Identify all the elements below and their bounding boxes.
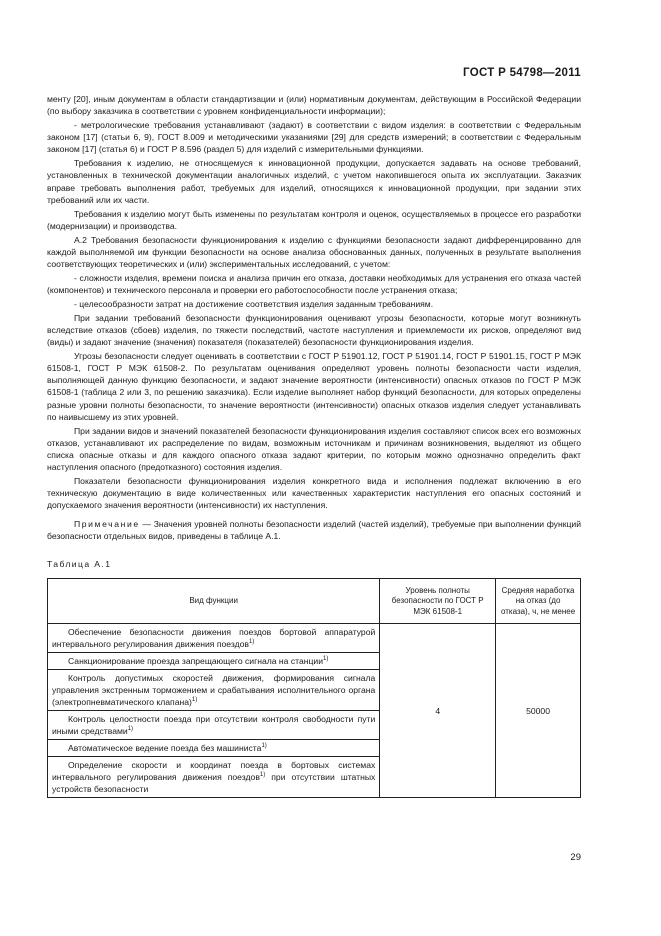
note-text: — Значения уровней полноты безопасности изделий (частей изделий), требуемые при выполнении функций безопасности отдельных видов, приведены в таблице А.1.: [47, 518, 581, 541]
table-caption: Таблица А.1: [47, 559, 112, 570]
function-name: Автоматическое ведение поезда без машиниста$^{1)}$: [48, 740, 380, 757]
paragraph: А.2 Требования безопасности функционирования к изделию с функциями безопасности задают дифференцированно для каждой выполняемой им функции безопасности на основе анализа обоснованных данных, полученных в результате выполнения соответствующих теоретических и (или) экспериментальных исследований, с учетом:: [47, 234, 581, 270]
document-body: [47, 93, 581, 798]
note-label: Примечание: [74, 518, 140, 529]
paragraph: Показатели безопасности функционирования изделия конкретного вида и исполнения подлежат включению в его техническую документацию в виде количественных или качественных характеристик наступления его опасных состояний и допускаемого значения вероятности (интенсивности) их наступления.: [47, 476, 581, 511]
note: [47, 518, 581, 542]
header-function-type: Вид функции: [48, 579, 380, 624]
header-sil: Уровень полноты безопасности по ГОСТ Р МЭК 61508-1: [380, 579, 496, 624]
sil-value: 4: [380, 624, 496, 798]
function-name: Санкционирование проезда запрещающего сигнала на станции$^{1)}$: [48, 653, 380, 670]
paragraph: - метрологические требования устанавливают (задают) в соответствии с видом изделия: в соответствии с Федеральным законом [17] (статьи 6, 9), ГОСТ 8.009 и методическими указаниями [29] для средств измерений; в соответствии с Федеральным законом [17] (статья 6) и ГОСТ Р 8.596 (раздел 5) для изделий с измерительными функциями.: [47, 120, 581, 155]
paragraph: Угрозы безопасности следует оценивать в соответствии с ГОСТ Р 51901.12, ГОСТ Р 51901.14, ГОСТ Р 51901.15, ГОСТ Р МЭК 61508-1, ГОСТ Р МЭК 61508-2. По результатам оценивания определяют уровень полноты безопасности части изделия, выполняющей данную функцию безопасности, и задают значение вероятности (интенсивности) опасных отказов по ГОСТ Р МЭК 61508-1 (таблица 2 или 3, по решению заказчика). Если изделие выполняет набор функций безопасности, для которых определены разные уровни полноты безопасности, то значение вероятности (интенсивности) опасных отказов изделия следует устанавливать по наивысшему из этих уровней.: [47, 350, 581, 422]
table-header-row: [48, 579, 581, 624]
safety-table: [47, 578, 581, 798]
function-name: Контроль допустимых скоростей движения, формирования сигнала управления экстренным торможением и срабатывания исполнительного органа (электропневматического клапана)$^{1)}$: [48, 670, 380, 711]
paragraph: При задании требований безопасности функционирования оценивают угрозы безопасности, которые могут возникнуть вследствие отказов (сбоев) изделия, по тяжести последствий, частоте наступления и приемлемости их рисков, определяют вид (виды) и задают значение (значения) показателя (показателей) безопасности функционирования изделия.: [47, 312, 581, 348]
paragraph: При задании видов и значений показателей безопасности функционирования изделия составляют список всех его возможных отказов, устанавливают их распределение по видам, возможным источникам и причинам возникновения, выделяют из общего списка опасные отказы и для каждого опасного отказа задают критерии, по которым можно однозначно определить факт наступления опасного (предотказного) состояния изделия.: [47, 425, 581, 473]
function-name: Обеспечение безопасности движения поездов бортовой аппаратурой интервального регулирования движения поездов$^{1)}$: [48, 624, 380, 653]
mtbf-value: 50000: [496, 624, 581, 798]
paragraph: - сложности изделия, времени поиска и анализа причин его отказа, доставки необходимых для устранения его отказа частей (компонентов) и технического персонала и проверки его работоспособности после устранения отказа;: [47, 272, 581, 296]
paragraph: Требования к изделию, не относящемуся к инновационной продукции, допускается задавать на основе требований, установленных в технической документации аналогичных изделий, с учетом накопившегося опыта их эксплуатации. Заказчик вправе требовать выполнения работ, требуемых для изделий, относящихся к инновационной продукции, при задании этих требований или их части.: [47, 158, 581, 205]
paragraph: Требования к изделию могут быть изменены по результатам контроля и оценок, осуществляемых в процессе его разработки (модернизации) и производства.: [47, 208, 581, 231]
header-mtbf: Средняя наработка на отказ (до отказа), ч, не менее: [496, 579, 581, 624]
paragraph: менту [20], иным документам в области стандартизации и (или) нормативным документам, действующим в Российской Федерации (по выбору заказчика в соответствии с уровнем конфиденциальности информации);: [47, 94, 581, 117]
page-number: 29: [570, 852, 581, 863]
function-name: Определение скорости и координат поезда в бортовых системах интервального регулирования движения поездов$^{1)}$ при отсутствии штатных устройств безопасности: [48, 757, 380, 798]
paragraph: - целесообразности затрат на достижение соответствия изделия заданным требованиям.: [74, 298, 434, 309]
document-header: ГОСТ Р 54798—2011: [463, 67, 581, 79]
function-name: Контроль целостности поезда при отсутствии контроля свободности пути иными средствами$^{1)}$: [48, 711, 380, 740]
table-row: [48, 624, 581, 653]
